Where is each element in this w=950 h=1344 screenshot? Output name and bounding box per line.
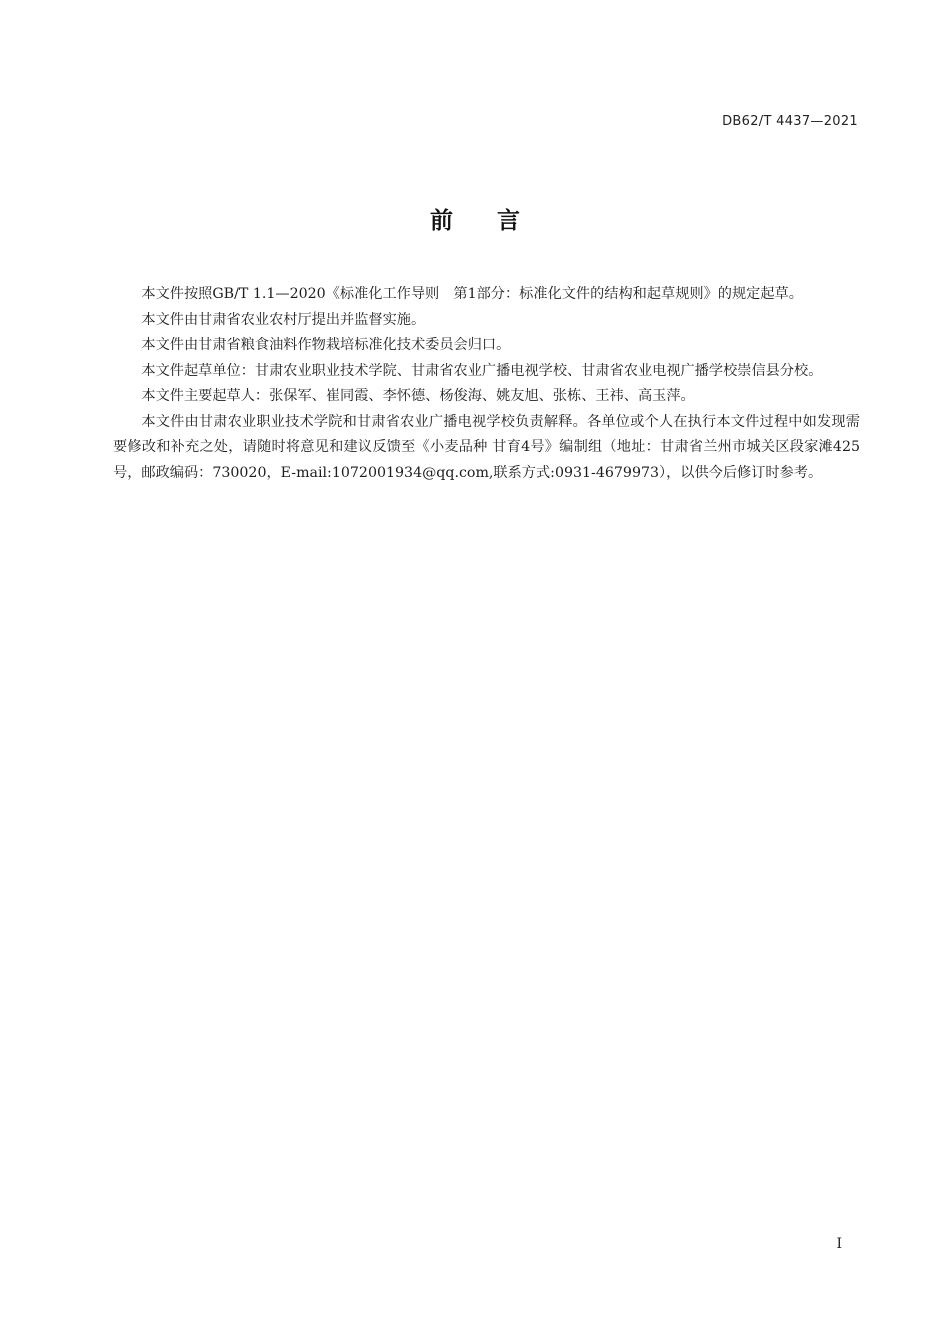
paragraph-proposer: 本文件由甘肃省农业农村厅提出并监督实施。	[141, 311, 426, 328]
paragraph-interpretation: 本文件由甘肃农业职业技术学院和甘肃省农业广播电视学校负责解释。各单位或个人在执行本文件过程中如发现需要修改和补充之处，请随时将意见和建议反馈至《小麦品种 甘育4号》编制组（地址：甘肃省兰州市城关区段家滩425号，邮政编码：730020，E-mail:1072001934@qq.com,联系方式:0931-4679973），以供今后修订时参考。	[113, 413, 860, 481]
page-number: I	[836, 1236, 842, 1252]
paragraph-drafting-basis: 本文件按照GB/T 1.1—2020《标准化工作导则 第1部分：标准化文件的结构和起草规则》的规定起草。	[141, 286, 803, 302]
page-title: 前言	[430, 208, 564, 234]
paragraph-drafting-units: 本文件起草单位：甘肃农业职业技术学院、甘肃省农业广播电视学校、甘肃省农业电视广播学校崇信县分校。	[141, 362, 823, 379]
foreword-body	[113, 282, 860, 486]
document-code: DB62/T 4437—2021	[722, 114, 858, 129]
paragraph-committee: 本文件由甘肃省粮食油料作物栽培标准化技术委员会归口。	[141, 337, 511, 353]
paragraph-drafters: 本文件主要起草人：张保军、崔同霞、李怀德、杨俊海、姚友旭、张栋、王祎、高玉萍。	[141, 388, 695, 404]
